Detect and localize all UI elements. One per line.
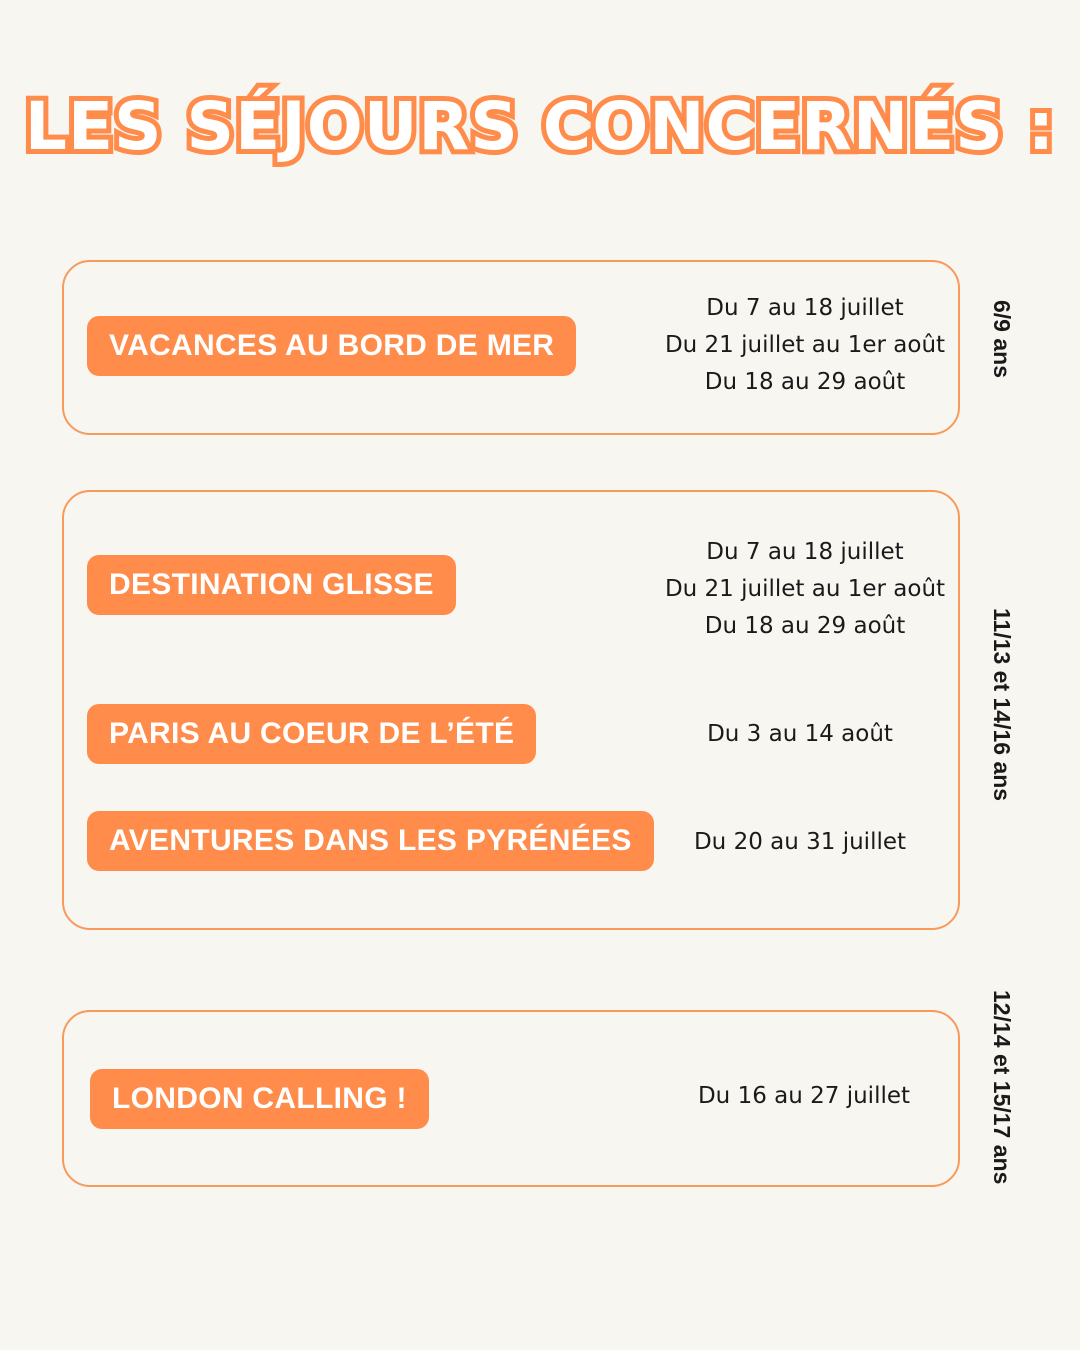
date-line: Du 21 juillet au 1er août (664, 332, 946, 358)
date-line: Du 3 au 14 août (707, 721, 893, 747)
stay-name-paris-coeur-ete: PARIS AU COEUR DE L’ÉTÉ (87, 704, 536, 764)
stay-name-london-calling: LONDON CALLING ! (90, 1069, 429, 1129)
page-title: LES SÉJOURS CONCERNÉS : (24, 88, 1056, 165)
stay-dates-vacances-bord-de-mer (660, 290, 950, 401)
date-line: Du 21 juillet au 1er août (664, 576, 946, 602)
stay-name-destination-glisse: DESTINATION GLISSE (87, 555, 456, 615)
date-line: Du 7 au 18 juillet (706, 539, 904, 565)
date-line: Du 16 au 27 juillet (697, 1083, 911, 1109)
date-line: Du 18 au 29 août (704, 613, 906, 639)
stay-dates-aventures-pyrenees (660, 824, 940, 861)
date-line: Du 7 au 18 juillet (706, 295, 904, 321)
date-line: Du 20 au 31 juillet (693, 829, 907, 855)
age-label-12-17: 12/14 et 15/17 ans (989, 990, 1015, 1185)
stay-dates-destination-glisse (660, 534, 950, 645)
stay-name-vacances-bord-de-mer: VACANCES AU BORD DE MER (87, 316, 576, 376)
age-label-6-9: 6/9 ans (989, 300, 1015, 378)
stay-dates-london-calling (664, 1078, 944, 1115)
stay-name-aventures-pyrenees: AVENTURES DANS LES PYRÉNÉES (87, 811, 654, 871)
date-line: Du 18 au 29 août (704, 369, 906, 395)
age-label-11-16: 11/13 et 14/16 ans (989, 608, 1015, 802)
stay-dates-paris-coeur-ete (660, 716, 940, 753)
